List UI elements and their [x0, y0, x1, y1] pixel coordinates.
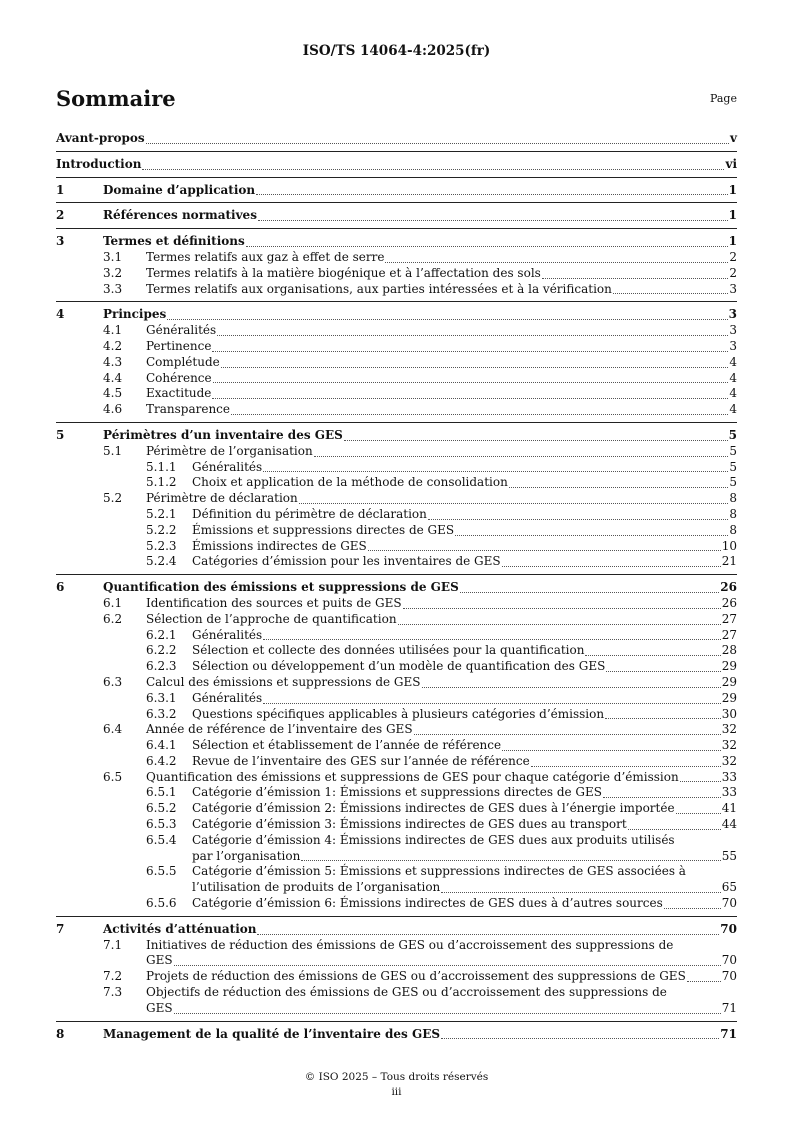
toc-entry-number: 5.2.3 — [146, 538, 177, 553]
toc-entry[interactable] — [56, 460, 737, 476]
dot-leader — [301, 859, 720, 861]
toc-entry-title: Catégorie d’émission 1: Émissions et suppressions directes de GES — [192, 785, 602, 800]
toc-entry-title: Quantification des émissions et suppressions de GES — [103, 580, 459, 595]
toc-entry-title: Calcul des émissions et suppressions de GES — [146, 674, 421, 689]
toc-entry-number: 3.3 — [103, 281, 123, 296]
toc-entry-title-continued: GES — [146, 1000, 173, 1015]
toc-entry-page: 1 — [728, 208, 737, 223]
toc-entry-continuation[interactable] — [56, 1001, 737, 1017]
toc-entry-title: Avant-propos — [56, 131, 145, 145]
toc-entry-title: Catégorie d’émission 5: Émissions et suppressions indirectes de GES associées à — [192, 864, 686, 879]
dot-leader — [142, 168, 724, 170]
toc-entry[interactable] — [56, 266, 737, 282]
dot-leader — [676, 812, 721, 814]
toc-entry-page: 27 — [721, 611, 737, 626]
toc-entry-title: Périmètres d’un inventaire des GES — [103, 427, 343, 442]
document-header: ISO/TS 14064-4:2025(fr) — [302, 43, 491, 59]
toc-entry[interactable] — [56, 612, 737, 628]
toc-entry-title-continued: l’utilisation de produits de l’organisation — [192, 880, 441, 895]
dot-leader — [680, 780, 721, 782]
toc-entry[interactable] — [56, 301, 737, 323]
dot-leader — [263, 702, 721, 704]
dot-leader — [368, 549, 721, 551]
toc-entry-page: 70 — [721, 896, 737, 911]
toc-entry-number: 5.1.2 — [146, 475, 177, 490]
dot-leader — [428, 518, 729, 520]
toc-entry-number: 4 — [56, 307, 65, 322]
toc-entry-page: 10 — [721, 538, 737, 553]
toc-entry-number: 6.3 — [103, 674, 123, 689]
dot-leader — [217, 334, 728, 336]
toc-entry-title: Termes et définitions — [103, 234, 245, 249]
toc-entry-page: 2 — [729, 265, 737, 280]
dot-leader — [455, 534, 728, 536]
toc-entry-number: 7.2 — [103, 969, 123, 984]
toc-entry-page: 3 — [729, 338, 737, 353]
toc-entry-title: Définition du périmètre de déclaration — [192, 506, 427, 521]
toc-entry-title: Généralités — [192, 627, 263, 642]
dot-leader — [414, 733, 721, 735]
toc-entry-number: 6.5.4 — [146, 832, 177, 847]
toc-entry[interactable] — [56, 371, 737, 387]
toc-entry[interactable] — [56, 444, 737, 460]
toc-entry-page: 8 — [729, 506, 737, 521]
toc-entry-number: 6.5.6 — [146, 896, 177, 911]
toc-entry[interactable] — [56, 1021, 737, 1043]
toc-entry-title: Sélection et collecte des données utilisées pour la quantification — [192, 643, 585, 658]
toc-entry-page: 4 — [729, 386, 737, 401]
toc-entry[interactable] — [56, 770, 737, 786]
toc-entry-page: 70 — [721, 953, 737, 968]
toc-entry-page: 28 — [721, 643, 737, 658]
dot-leader — [542, 277, 729, 279]
dot-leader — [509, 486, 729, 488]
toc-entry-page: 1 — [728, 234, 737, 249]
toc-entry-number: 3.1 — [103, 249, 123, 264]
toc-entry[interactable] — [56, 785, 737, 801]
toc-entry-number: 4.3 — [103, 354, 123, 369]
page-title: Sommaire — [56, 86, 176, 111]
toc-entry[interactable] — [56, 738, 737, 754]
toc-entry-title: Projets de réduction des émissions de GES ou d’accroissement des suppressions de GES — [146, 969, 686, 984]
toc-entry-page: 21 — [721, 554, 737, 569]
toc-entry-number: 6.3.2 — [146, 706, 177, 721]
toc-entry-title: Activités d’atténuation — [103, 921, 257, 936]
toc-entry-page: 26 — [721, 595, 737, 610]
toc-entry-continuation[interactable] — [56, 953, 737, 969]
toc-entry-page: 4 — [729, 354, 737, 369]
page-column-label: Page — [709, 92, 737, 105]
page-number: iii — [391, 1086, 402, 1098]
toc-entry-title: Catégorie d’émission 4: Émissions indirectes de GES dues aux produits utilisés — [192, 832, 675, 847]
toc-entry-page: 3 — [729, 323, 737, 338]
toc-entry[interactable] — [56, 523, 737, 539]
toc-entry[interactable] — [56, 386, 737, 402]
dot-leader — [246, 245, 728, 247]
toc-entry-title: Émissions et suppressions directes de GES — [192, 522, 455, 537]
toc-entry-title: Année de référence de l’inventaire des GES — [146, 722, 413, 737]
toc-entry[interactable] — [56, 177, 737, 199]
toc-entry-page: 29 — [721, 659, 737, 674]
dot-leader — [687, 980, 721, 982]
toc-entry-title: Cohérence — [146, 370, 212, 385]
toc-entry[interactable] — [56, 339, 737, 355]
toc-entry-title: Catégorie d’émission 3: Émissions indirectes de GES dues au transport — [192, 817, 627, 832]
toc-entry-page: 71 — [721, 1000, 737, 1015]
toc-entry-number: 6.2.3 — [146, 659, 177, 674]
toc-entry-number: 6.3.1 — [146, 690, 177, 705]
toc-entry-title: Revue de l’inventaire des GES sur l’année de référence — [192, 753, 530, 768]
toc-entry[interactable] — [56, 707, 737, 723]
toc-entry[interactable] — [56, 817, 737, 833]
toc-entry-title: Généralités — [192, 459, 263, 474]
toc-entry-page: 33 — [721, 769, 737, 784]
toc-entry-continuation[interactable] — [56, 849, 737, 865]
toc-entry[interactable] — [56, 422, 737, 444]
toc-entry-number: 8 — [56, 1026, 65, 1041]
toc-entry[interactable] — [56, 151, 737, 173]
dot-leader — [221, 366, 729, 368]
toc-entry-page: 30 — [721, 706, 737, 721]
toc-entry-page: 65 — [721, 880, 737, 895]
toc-entry-number: 5.1 — [103, 443, 123, 458]
toc-entry-number: 6.2.2 — [146, 643, 177, 658]
dot-leader — [441, 1037, 719, 1039]
toc-entry-number: 6.4 — [103, 722, 123, 737]
toc-entry-page: 41 — [721, 801, 737, 816]
dot-leader — [605, 717, 721, 719]
table-of-contents — [56, 127, 737, 1042]
dot-leader — [263, 470, 728, 472]
toc-entry-title: Généralités — [192, 690, 263, 705]
toc-entry[interactable] — [56, 659, 737, 675]
toc-entry[interactable] — [56, 539, 737, 555]
toc-entry-number: 6.1 — [103, 595, 123, 610]
toc-entry-number: 6.5.2 — [146, 801, 177, 816]
toc-entry-page: 8 — [729, 522, 737, 537]
toc-entry-number: 5.2 — [103, 491, 123, 506]
toc-entry[interactable] — [56, 754, 737, 770]
dot-leader — [664, 907, 721, 909]
dot-leader — [174, 964, 721, 966]
toc-entry-page: 3 — [728, 307, 737, 322]
toc-entry[interactable] — [56, 131, 737, 147]
dot-leader — [299, 502, 729, 504]
toc-entry-title: Sélection de l’approche de quantification — [146, 611, 397, 626]
dot-leader — [257, 933, 719, 935]
toc-entry-page: 26 — [720, 580, 737, 595]
toc-entry-title: Références normatives — [103, 208, 257, 223]
toc-entry-title: Identification des sources et puits de GES — [146, 595, 402, 610]
toc-entry-number: 6.4.2 — [146, 753, 177, 768]
toc-entry-title: Émissions indirectes de GES — [192, 538, 367, 553]
dot-leader — [256, 193, 728, 195]
toc-entry[interactable] — [56, 643, 737, 659]
toc-entry-number: 5.2.2 — [146, 522, 177, 537]
toc-entry-number: 6.2.1 — [146, 627, 177, 642]
dot-leader — [344, 439, 728, 441]
toc-entry[interactable] — [56, 801, 737, 817]
toc-entry-page: 8 — [729, 491, 737, 506]
toc-entry[interactable] — [56, 628, 737, 644]
toc-entry[interactable] — [56, 833, 737, 849]
dot-leader — [174, 1012, 721, 1014]
dot-leader — [422, 686, 721, 688]
dot-leader — [213, 381, 729, 383]
dot-leader — [585, 654, 720, 656]
toc-entry-page: 70 — [720, 921, 737, 936]
toc-entry[interactable] — [56, 202, 737, 224]
toc-entry-number: 7.3 — [103, 985, 123, 1000]
toc-entry-title: Catégories d’émission pour les inventaires de GES — [192, 554, 501, 569]
toc-entry-page: 5 — [729, 443, 737, 458]
toc-entry-number: 2 — [56, 208, 65, 223]
title-row — [56, 86, 737, 114]
toc-entry-title: Termes relatifs aux gaz à effet de serre — [146, 249, 385, 264]
page-footer — [0, 1070, 793, 1100]
toc-entry-number: 6.5.1 — [146, 785, 177, 800]
toc-entry-title: Objectifs de réduction des émissions de GES ou d’accroissement des suppressions de — [146, 985, 667, 1000]
toc-entry[interactable] — [56, 507, 737, 523]
toc-entry[interactable] — [56, 491, 737, 507]
toc-entry-number: 4.5 — [103, 386, 123, 401]
toc-entry-title: Initiatives de réduction des émissions de GES ou d’accroissement des suppressions de — [146, 937, 674, 952]
toc-entry-number: 6.2 — [103, 611, 123, 626]
toc-entry-title: Principes — [103, 307, 167, 322]
dot-leader — [385, 261, 728, 263]
toc-entry-title: Questions spécifiques applicables à plusieurs catégories d’émission — [192, 706, 605, 721]
toc-entry-number: 6 — [56, 580, 65, 595]
dot-leader — [212, 397, 728, 399]
toc-entry-title: Transparence — [146, 402, 231, 417]
toc-entry[interactable] — [56, 250, 737, 266]
toc-entry-number: 7 — [56, 921, 65, 936]
toc-entry-title: Termes relatifs aux organisations, aux parties intéressées et à la vérification — [146, 281, 612, 296]
toc-entry-page: 4 — [729, 402, 737, 417]
toc-entry-title: Choix et application de la méthode de consolidation — [192, 475, 508, 490]
toc-entry-page: 32 — [721, 722, 737, 737]
toc-entry-page: 5 — [729, 475, 737, 490]
toc-entry[interactable] — [56, 985, 737, 1001]
toc-entry-title: Quantification des émissions et suppressions de GES pour chaque catégorie d’émission — [146, 769, 679, 784]
copyright-notice: © ISO 2025 – Tous droits réservés — [304, 1071, 489, 1083]
dot-leader — [212, 350, 728, 352]
dot-leader — [502, 749, 721, 751]
toc-entry-number: 6.5.5 — [146, 864, 177, 879]
toc-entry-title-continued: par l’organisation — [192, 848, 301, 863]
toc-entry[interactable] — [56, 323, 737, 339]
toc-entry-title: Sélection ou développement d’un modèle de quantification des GES — [192, 659, 606, 674]
dot-leader — [606, 670, 720, 672]
dot-leader — [231, 413, 728, 415]
toc-entry-number: 6.5.3 — [146, 817, 177, 832]
toc-entry-page: 4 — [729, 370, 737, 385]
toc-entry-title: Domaine d’application — [103, 182, 256, 197]
toc-entry[interactable] — [56, 596, 737, 612]
toc-entry-title: Introduction — [56, 156, 142, 171]
toc-entry-title: Périmètre de déclaration — [146, 491, 298, 506]
toc-entry[interactable] — [56, 554, 737, 570]
dot-leader — [628, 828, 721, 830]
toc-entry-continuation[interactable] — [56, 880, 737, 896]
toc-entry[interactable] — [56, 282, 737, 298]
toc-entry[interactable] — [56, 574, 737, 596]
toc-entry-page: 5 — [729, 459, 737, 474]
dot-leader — [613, 292, 728, 294]
toc-entry[interactable] — [56, 402, 737, 418]
toc-entry[interactable] — [56, 969, 737, 985]
toc-entry-title: Généralités — [146, 323, 217, 338]
dot-leader — [603, 796, 721, 798]
toc-entry-page: 3 — [729, 281, 737, 296]
toc-entry[interactable] — [56, 475, 737, 491]
toc-entry[interactable] — [56, 938, 737, 954]
toc-entry-number: 5 — [56, 427, 65, 442]
dot-leader — [403, 607, 721, 609]
toc-entry[interactable] — [56, 355, 737, 371]
toc-entry-title-continued: GES — [146, 953, 173, 968]
toc-entry-page: 55 — [721, 848, 737, 863]
toc-entry-page: v — [730, 131, 737, 145]
toc-entry-title: Périmètre de l’organisation — [146, 443, 313, 458]
toc-entry-number: 4.1 — [103, 323, 123, 338]
toc-entry[interactable] — [56, 691, 737, 707]
toc-entry-title: Exactitude — [146, 386, 212, 401]
toc-entry-title: Catégorie d’émission 6: Émissions indirectes de GES dues à d’autres sources — [192, 896, 663, 911]
dot-leader — [258, 219, 728, 221]
dot-leader — [460, 591, 720, 593]
toc-entry[interactable] — [56, 228, 737, 250]
toc-entry-title: Sélection et établissement de l’année de référence — [192, 738, 502, 753]
toc-entry[interactable] — [56, 896, 737, 912]
toc-entry-page: 33 — [721, 785, 737, 800]
toc-entry-page: 1 — [728, 182, 737, 197]
toc-entry-page: vi — [725, 156, 737, 171]
toc-entry-number: 4.2 — [103, 338, 123, 353]
toc-entry-number: 1 — [56, 182, 65, 197]
toc-entry-page: 29 — [721, 674, 737, 689]
dot-leader — [502, 565, 721, 567]
toc-entry-number: 7.1 — [103, 937, 123, 952]
toc-entry-title: Termes relatifs à la matière biogénique et à l’affectation des sols — [146, 265, 541, 280]
toc-entry-number: 6.4.1 — [146, 738, 177, 753]
toc-entry-number: 5.1.1 — [146, 459, 177, 474]
toc-entry-page: 27 — [721, 627, 737, 642]
toc-entry-number: 3.2 — [103, 265, 123, 280]
toc-entry-title: Management de la qualité de l’inventaire des GES — [103, 1026, 441, 1041]
dot-leader — [531, 765, 721, 767]
toc-entry-title: Complétude — [146, 354, 220, 369]
toc-entry-page: 71 — [720, 1026, 737, 1041]
toc-entry-page: 2 — [729, 249, 737, 264]
dot-leader — [263, 638, 721, 640]
dot-leader — [146, 142, 729, 144]
toc-entry-title: Catégorie d’émission 2: Émissions indirectes de GES dues à l’énergie importée — [192, 801, 675, 816]
toc-entry-number: 5.2.1 — [146, 506, 177, 521]
toc-entry-page: 32 — [721, 738, 737, 753]
toc-entry[interactable] — [56, 864, 737, 880]
dot-leader — [441, 891, 720, 893]
toc-entry-title: Pertinence — [146, 338, 212, 353]
toc-entry[interactable] — [56, 722, 737, 738]
toc-entry-page: 70 — [721, 969, 737, 984]
toc-entry-page: 32 — [721, 753, 737, 768]
toc-entry-page: 44 — [721, 817, 737, 832]
dot-leader — [314, 455, 729, 457]
dot-leader — [398, 623, 721, 625]
toc-entry[interactable] — [56, 916, 737, 938]
toc-entry[interactable] — [56, 675, 737, 691]
toc-entry-page: 5 — [728, 427, 737, 442]
toc-entry-number: 5.2.4 — [146, 554, 177, 569]
toc-entry-number: 3 — [56, 234, 65, 249]
toc-entry-number: 4.6 — [103, 402, 123, 417]
toc-entry-page: 29 — [721, 690, 737, 705]
toc-entry-number: 6.5 — [103, 769, 123, 784]
dot-leader — [167, 318, 727, 320]
toc-entry-number: 4.4 — [103, 370, 123, 385]
